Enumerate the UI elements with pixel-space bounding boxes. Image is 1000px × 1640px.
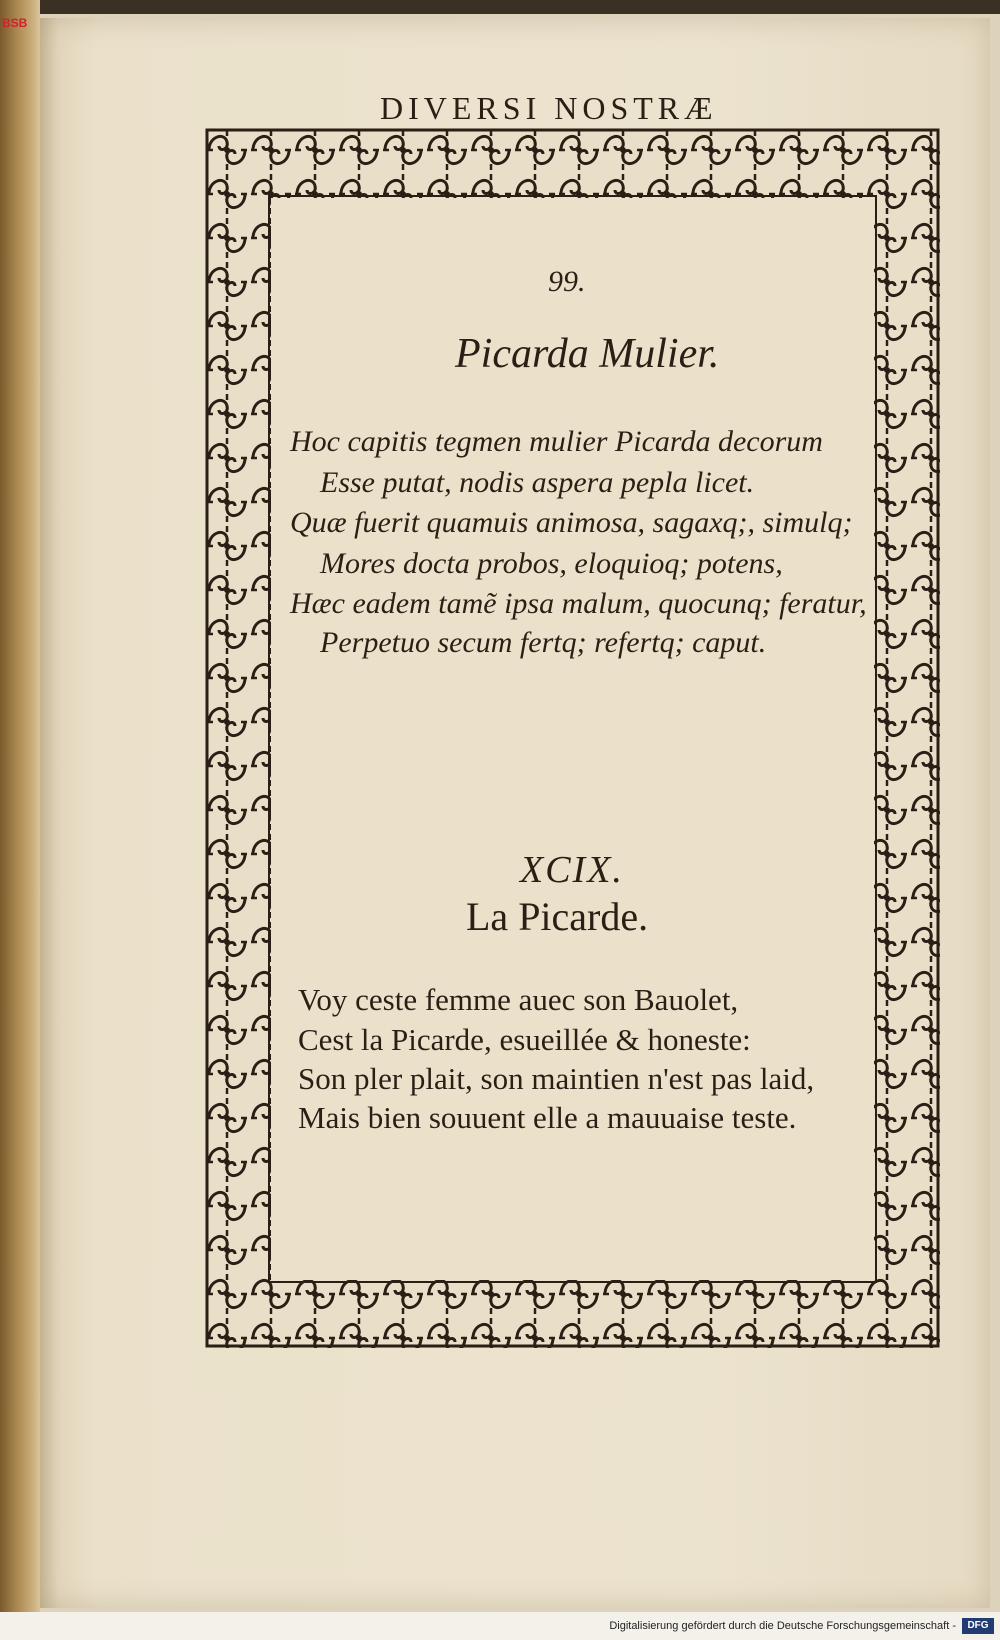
top-edge	[0, 0, 1000, 14]
roman-numeral: XCIX.	[520, 849, 624, 891]
latin-verse: Hæc eadem tamẽ ipsa malum, quocunq; feratur,	[290, 587, 867, 620]
latin-verse: Esse putat, nodis aspera pepla licet.	[320, 466, 755, 499]
latin-verse: Mores docta probos, eloquioq; potens,	[320, 547, 783, 580]
french-verse: Son pler plait, son maintien n'est pas laid,	[298, 1061, 815, 1096]
dfg-logo: DFG	[962, 1618, 994, 1634]
ornamental-border	[205, 128, 940, 1348]
running-head: DIVERSI NOSTRÆ	[380, 90, 718, 126]
latin-verse: Quæ fuerit quamuis animosa, sagaxq;, simulq;	[290, 506, 853, 539]
book-spine	[0, 0, 40, 1640]
french-verse: Cest la Picarde, esueillée & honeste:	[298, 1022, 751, 1057]
bsb-logo: BSB	[2, 16, 28, 30]
latin-title: Picarda Mulier.	[455, 331, 720, 377]
funding-note: Digitalisierung gefördert durch die Deutsche Forschungsgemeinschaft -	[609, 1620, 956, 1632]
french-verse: Mais bien souuent elle a mauuaise teste.	[298, 1100, 797, 1135]
latin-verse: Perpetuo secum fertq; refertq; caput.	[320, 626, 767, 659]
french-title: La Picarde.	[466, 894, 649, 939]
latin-verse: Hoc capitis tegmen mulier Picarda decorum	[290, 425, 823, 458]
plate-number: 99.	[548, 265, 586, 298]
ornament-border-icon	[205, 128, 940, 1348]
french-verse: Voy ceste femme auec son Bauolet,	[298, 982, 739, 1017]
